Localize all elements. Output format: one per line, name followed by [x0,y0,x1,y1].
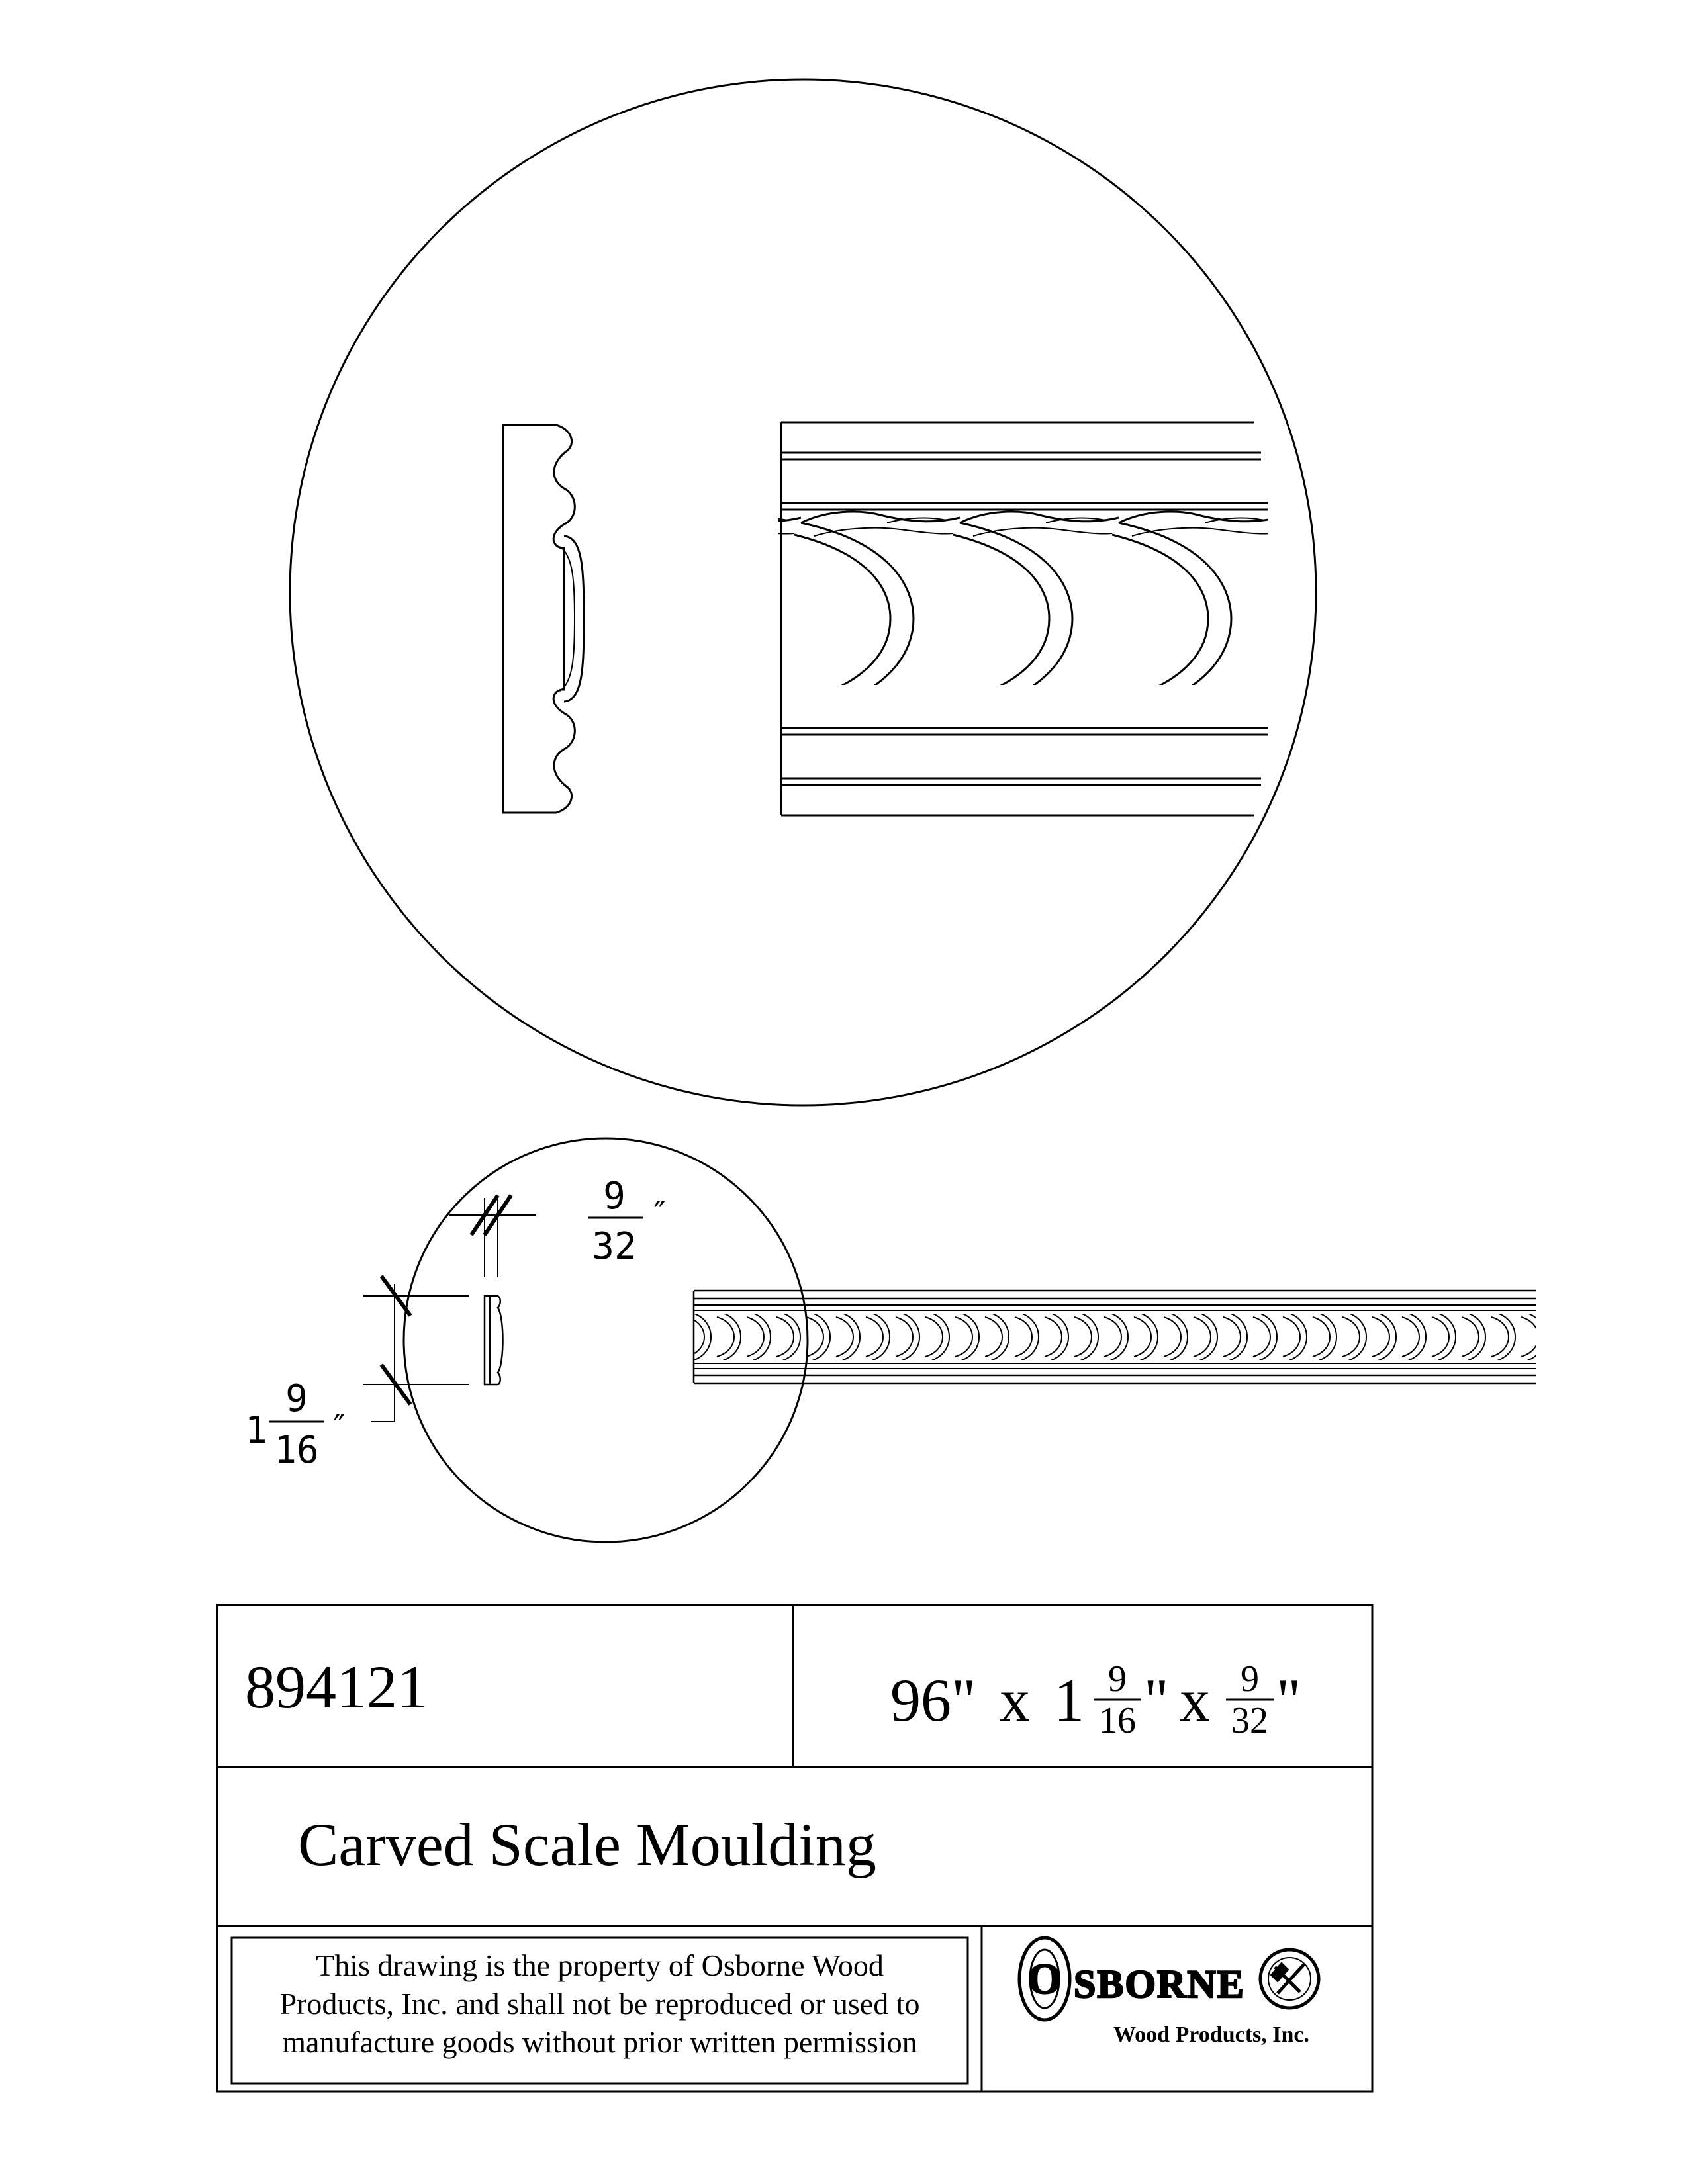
dim-thick-unit: " [1276,1666,1301,1734]
logo-subtitle: Wood Products, Inc. [1113,2023,1309,2047]
strip-scale-inner [1313,1317,1330,1357]
dim-thick-num: 9 [1241,1659,1259,1700]
strip-scale-inner [955,1317,972,1357]
thickness-denominator: 32 [592,1225,637,1268]
strip-scale-inner [1491,1317,1509,1357]
osborne-logo [1019,1938,1319,2047]
small-profile [485,1296,503,1385]
moulding-strip [687,1291,1545,1383]
width-unit: ″ [330,1408,349,1445]
part-number: 894121 [245,1653,428,1721]
width-numerator: 9 [285,1377,308,1420]
detail-circle [290,79,1316,1105]
strip-scale-inner [1074,1317,1092,1357]
strip-scale-inner [1015,1317,1032,1357]
notice-line-2: Products, Inc. and shall not be reproduced or used to [279,1987,920,2021]
strip-scale-inner [925,1317,943,1357]
dim-width-num: 9 [1108,1659,1127,1700]
logo-initial: O [1027,1955,1062,2003]
strip-scale-inner [1045,1317,1062,1357]
dim-length: 96" [890,1666,976,1734]
strip-scale-inner [1402,1317,1419,1357]
width-whole: 1 [245,1409,267,1452]
dim-sep-1: x [1000,1666,1030,1734]
strip-scale-inner [1432,1317,1449,1357]
strip-scale-inner [1342,1317,1360,1357]
notice-line-1: This drawing is the property of Osborne Wood [316,1948,884,1982]
dim-thick-den: 32 [1231,1700,1268,1741]
strip-scale-inner [985,1317,1002,1357]
strip-scale-outer [688,1312,711,1362]
logo-name: SBORNE [1074,1962,1245,2006]
overall-dimensions [890,1659,1301,1741]
detail-view [290,79,1316,1105]
actual-size-view [363,1138,1545,1542]
thickness-unit: ″ [650,1195,669,1232]
strip-scale-inner [1462,1317,1479,1357]
thickness-numerator: 9 [603,1175,626,1218]
width-callout [245,1377,349,1472]
profile-section [503,425,575,813]
notice-line-3: manufacture goods without prior written permission [282,2025,917,2059]
dim-width-whole: 1 [1054,1666,1084,1734]
strip-scale-inner [1194,1317,1211,1357]
strip-scale-inner [1521,1317,1538,1357]
dim-width-unit: " [1144,1666,1169,1734]
thickness-callout [588,1175,669,1268]
dim-sep-2: x [1180,1666,1210,1734]
strip-scale-inner [687,1317,704,1357]
strip-scale-inner [1104,1317,1121,1357]
width-leader [371,1408,395,1422]
strip-scale-inner [1372,1317,1389,1357]
strip-scale-inner [1223,1317,1241,1357]
strip-scale-inner [747,1317,764,1357]
strip-scale-inner [1134,1317,1151,1357]
strip-scale-inner [717,1317,734,1357]
width-denominator: 16 [274,1429,319,1472]
property-notice [279,1948,919,2059]
strip-scale-inner [866,1317,883,1357]
strip-scale-inner [1253,1317,1270,1357]
strip-scale-inner [806,1317,823,1357]
profile-carving-inner [560,547,575,691]
strip-scale-inner [836,1317,853,1357]
strip-scale-inner [1164,1317,1181,1357]
strip-scale-inner [1283,1317,1300,1357]
dim-width-den: 16 [1099,1700,1136,1741]
strip-scale-inner [776,1317,794,1357]
strip-scale-inner [896,1317,913,1357]
part-description: Carved Scale Moulding [298,1811,876,1878]
front-view [635,422,1278,815]
